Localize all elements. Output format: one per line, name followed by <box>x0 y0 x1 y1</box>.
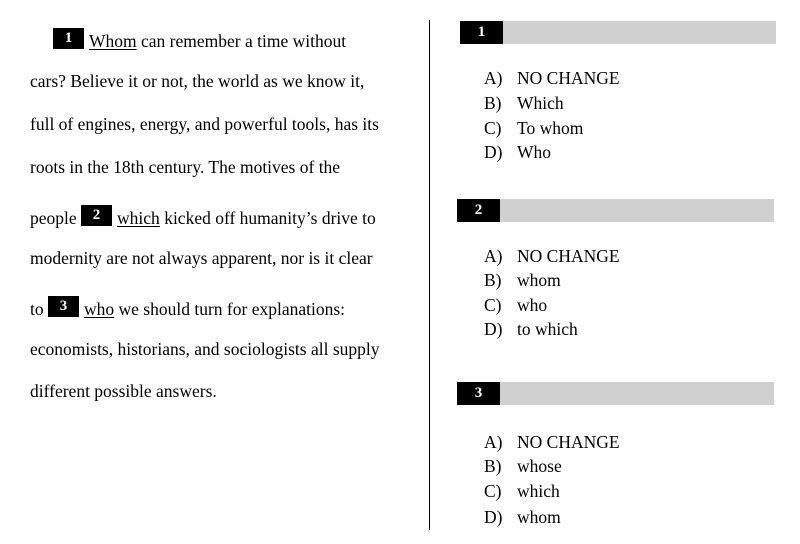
choice-text: whose <box>517 456 562 476</box>
passage-line-1 <box>53 28 346 51</box>
choice-text: NO CHANGE <box>517 68 620 88</box>
choice-letter: D) <box>484 142 503 162</box>
choice-letter: B) <box>484 456 502 476</box>
choice-letter: C) <box>484 118 502 138</box>
question-number-3: 3 <box>457 382 500 405</box>
passage-line-3: full of engines, energy, and powerful tools, has its <box>30 114 379 134</box>
question-number-2: 2 <box>457 199 500 222</box>
passage-text: can remember a time without <box>136 31 347 51</box>
choice-text: to which <box>517 319 578 339</box>
choice-letter: B) <box>484 93 502 113</box>
question-marker-3[interactable]: 3 <box>48 296 79 317</box>
choice-text: whom <box>517 507 561 527</box>
answer-choice-3d[interactable] <box>484 507 561 527</box>
choice-text: whom <box>517 270 561 290</box>
underlined-phrase-1: Whom <box>89 31 137 51</box>
question-marker-1[interactable]: 1 <box>53 28 84 49</box>
choice-letter: C) <box>484 481 502 501</box>
passage-line-4: roots in the 18th century. The motives of the <box>30 157 341 177</box>
passage-line-2: cars? Believe it or not, the world as we know it, <box>30 71 365 91</box>
underlined-phrase-3: who <box>84 299 115 319</box>
choice-letter: A) <box>484 68 503 88</box>
choice-text: Which <box>517 93 564 113</box>
choice-text: who <box>517 295 548 315</box>
choice-letter: D) <box>484 507 503 527</box>
column-divider <box>429 20 430 530</box>
passage-text: we should turn for explanations: <box>114 299 345 319</box>
passage-text: to <box>30 299 48 319</box>
answer-choice-3b[interactable] <box>484 456 562 476</box>
question-marker-2[interactable]: 2 <box>81 205 112 226</box>
answer-choice-3c[interactable] <box>484 481 560 501</box>
choice-text: NO CHANGE <box>517 432 620 452</box>
answer-choice-2c[interactable] <box>484 295 547 315</box>
choice-text: To whom <box>517 118 584 138</box>
choice-text: Who <box>517 142 552 162</box>
passage-line-5 <box>30 205 376 228</box>
underlined-phrase-2: which <box>117 208 160 228</box>
question-header-1 <box>460 21 776 44</box>
choice-text: which <box>517 481 560 501</box>
answer-choice-3a[interactable] <box>484 432 620 452</box>
question-header-2 <box>457 199 774 222</box>
answer-choice-1b[interactable] <box>484 93 564 113</box>
answer-choice-1d[interactable] <box>484 142 551 162</box>
passage-text: kicked off humanity’s drive to <box>159 208 376 228</box>
answer-choice-1c[interactable] <box>484 118 583 138</box>
choice-letter: A) <box>484 432 503 452</box>
passage-text: people <box>30 208 82 228</box>
choice-letter: D) <box>484 319 503 339</box>
passage-line-9: different possible answers. <box>30 381 217 401</box>
question-number-1: 1 <box>460 21 503 44</box>
choice-letter: C) <box>484 295 502 315</box>
passage-line-6: modernity are not always apparent, nor is it clear <box>30 248 373 268</box>
answer-choice-1a[interactable] <box>484 68 620 88</box>
choice-letter: B) <box>484 270 502 290</box>
question-header-3 <box>457 382 774 405</box>
choice-text: NO CHANGE <box>517 246 620 266</box>
passage-line-8: economists, historians, and sociologists all supply <box>30 339 380 359</box>
answer-choice-2d[interactable] <box>484 319 578 339</box>
choice-letter: A) <box>484 246 503 266</box>
passage-line-7 <box>30 296 345 319</box>
answer-choice-2a[interactable] <box>484 246 620 266</box>
answer-choice-2b[interactable] <box>484 270 561 290</box>
